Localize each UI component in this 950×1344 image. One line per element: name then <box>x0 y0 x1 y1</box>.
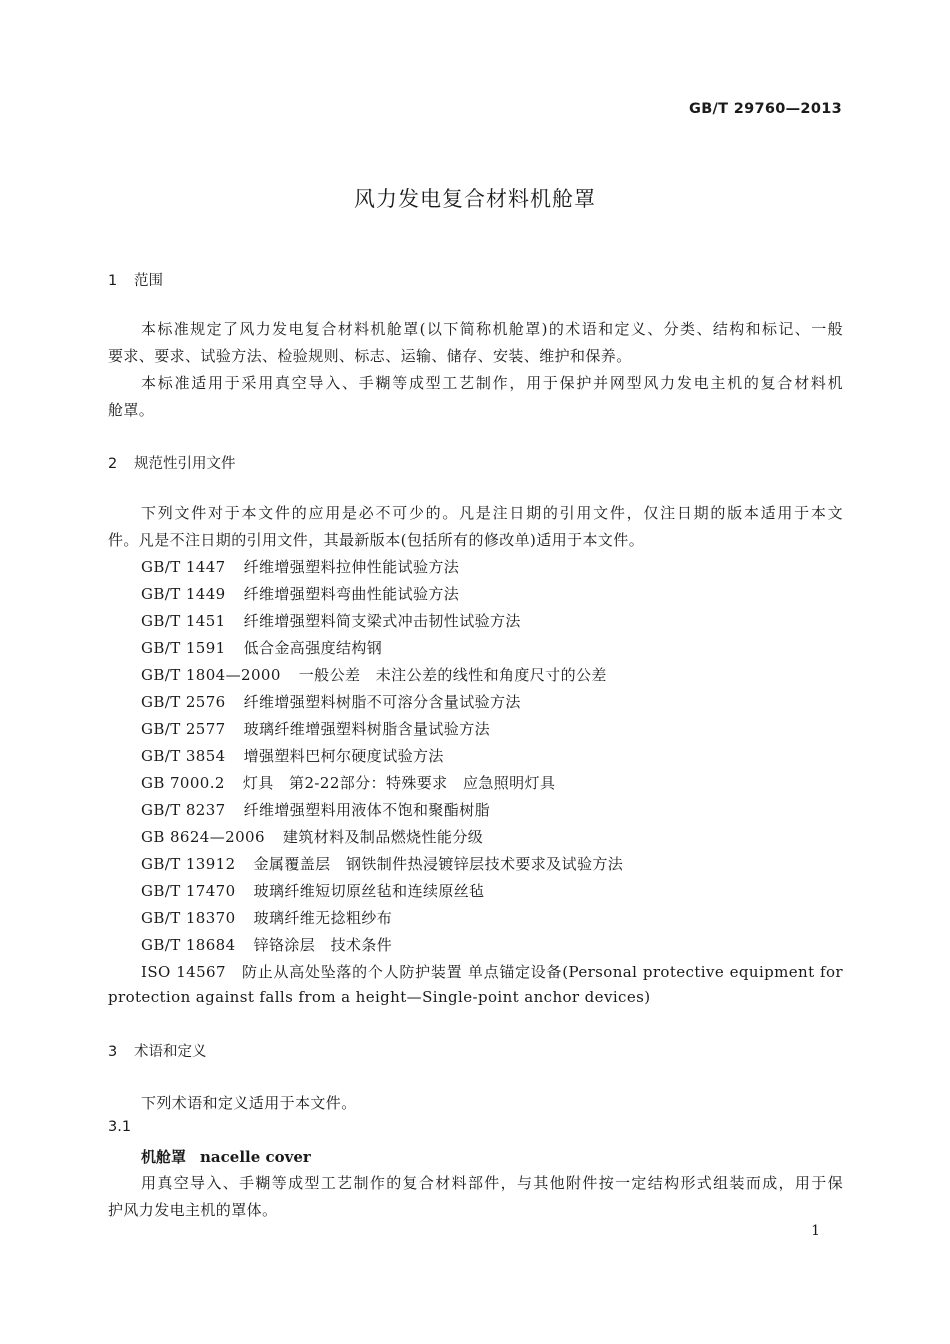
term-heading <box>141 1146 311 1167</box>
reference-entry <box>141 934 392 955</box>
reference-entry <box>141 772 555 793</box>
reference-code: GB/T 1591 <box>141 639 226 657</box>
reference-code: GB/T 1447 <box>141 558 226 576</box>
reference-title: 一般公差 未注公差的线性和角度尺寸的公差 <box>298 666 607 684</box>
reference-entry <box>141 637 382 658</box>
reference-code: GB/T 18684 <box>141 936 236 954</box>
section-heading-scope <box>108 269 163 290</box>
reference-title: 金属覆盖层 钢铁制件热浸镀锌层技术要求及试验方法 <box>253 855 624 873</box>
reference-title: 纤维增强塑料简支梁式冲击韧性试验方法 <box>243 612 521 630</box>
reference-entry <box>141 853 623 874</box>
reference-entry-iso: ISO 14567 防止从高处坠落的个人防护装置 单点锚定设备(Personal protective equipment for <box>141 963 843 981</box>
definition-line: 用真空导入、手糊等成型工艺制作的复合材料部件，与其他附件按一定结构形式组装而成，用于保 <box>141 1174 843 1192</box>
paragraph-line: 本标准规定了风力发电复合材料机舱罩(以下简称机舱罩)的术语和定义、分类、结构和标记、一般 <box>141 320 843 338</box>
reference-title: 低合金高强度结构钢 <box>243 639 383 657</box>
reference-entry <box>141 610 521 631</box>
document-title: 风力发电复合材料机舱罩 <box>354 187 596 211</box>
section-number: 2 <box>108 456 118 472</box>
reference-code: GB/T 18370 <box>141 909 236 927</box>
reference-code: GB/T 13912 <box>141 855 236 873</box>
term-english: nacelle cover <box>200 1148 311 1166</box>
reference-title: 增强塑料巴柯尔硬度试验方法 <box>243 747 444 765</box>
reference-entry <box>141 745 444 766</box>
reference-code: GB 7000.2 <box>141 774 225 792</box>
paragraph-line: 舱罩。 <box>108 401 155 419</box>
reference-entry <box>141 664 607 685</box>
reference-title: 玻璃纤维无捻粗纱布 <box>253 909 393 927</box>
reference-entry-iso-continued: protection against falls from a height—Single-point anchor devices) <box>108 988 651 1006</box>
paragraph-line: 要求、要求、试验方法、检验规则、标志、运输、储存、安装、维护和保养。 <box>108 347 632 365</box>
paragraph-line: 下列文件对于本文件的应用是必不可少的。凡是注日期的引用文件，仅注日期的版本适用于本文 <box>141 504 843 522</box>
reference-title: 纤维增强塑料拉伸性能试验方法 <box>243 558 460 576</box>
section-title: 范围 <box>134 273 163 289</box>
section-title: 术语和定义 <box>134 1044 207 1060</box>
reference-entry <box>141 583 459 604</box>
section-number: 1 <box>108 273 118 289</box>
reference-code: GB/T 1804—2000 <box>141 666 281 684</box>
reference-title: 纤维增强塑料弯曲性能试验方法 <box>243 585 460 603</box>
paragraph-line: 件。凡是不注日期的引用文件，其最新版本(包括所有的修改单)适用于本文件。 <box>108 531 645 549</box>
reference-code: GB/T 3854 <box>141 747 226 765</box>
page-number: 1 <box>811 1223 820 1239</box>
section-title: 规范性引用文件 <box>134 456 236 472</box>
reference-entry <box>141 826 483 847</box>
reference-title: 建筑材料及制品燃烧性能分级 <box>282 828 484 846</box>
reference-title: 纤维增强塑料用液体不饱和聚酯树脂 <box>243 801 491 819</box>
term-number: 3.1 <box>108 1119 132 1135</box>
paragraph-line: 下列术语和定义适用于本文件。 <box>141 1094 357 1112</box>
reference-code: GB/T 1451 <box>141 612 226 630</box>
definition-line: 护风力发电主机的罩体。 <box>108 1201 278 1219</box>
reference-entry <box>141 718 490 739</box>
reference-title: 玻璃纤维增强塑料树脂含量试验方法 <box>243 720 491 738</box>
reference-entry <box>141 691 521 712</box>
reference-title: 玻璃纤维短切原丝毡和连续原丝毡 <box>253 882 485 900</box>
reference-entry <box>141 799 490 820</box>
reference-code: GB/T 2576 <box>141 693 226 711</box>
reference-code: GB/T 17470 <box>141 882 236 900</box>
reference-code: GB/T 2577 <box>141 720 226 738</box>
term-chinese: 机舱罩 <box>141 1148 187 1166</box>
reference-title: 锌铬涂层 技术条件 <box>253 936 393 954</box>
standard-code-header: GB/T 29760—2013 <box>689 101 842 117</box>
reference-code: GB 8624—2006 <box>141 828 265 846</box>
reference-code: GB/T 8237 <box>141 801 226 819</box>
section-heading-terms <box>108 1040 207 1061</box>
reference-entry <box>141 556 459 577</box>
reference-entry <box>141 880 485 901</box>
reference-title: 纤维增强塑料树脂不可溶分含量试验方法 <box>243 693 521 711</box>
reference-title: 灯具 第2-22部分：特殊要求 应急照明灯具 <box>242 774 556 792</box>
section-heading-normative-references <box>108 452 236 473</box>
section-number: 3 <box>108 1044 118 1060</box>
reference-code: GB/T 1449 <box>141 585 226 603</box>
paragraph-line: 本标准适用于采用真空导入、手糊等成型工艺制作，用于保护并网型风力发电主机的复合材料机 <box>141 374 843 392</box>
reference-entry <box>141 907 392 928</box>
